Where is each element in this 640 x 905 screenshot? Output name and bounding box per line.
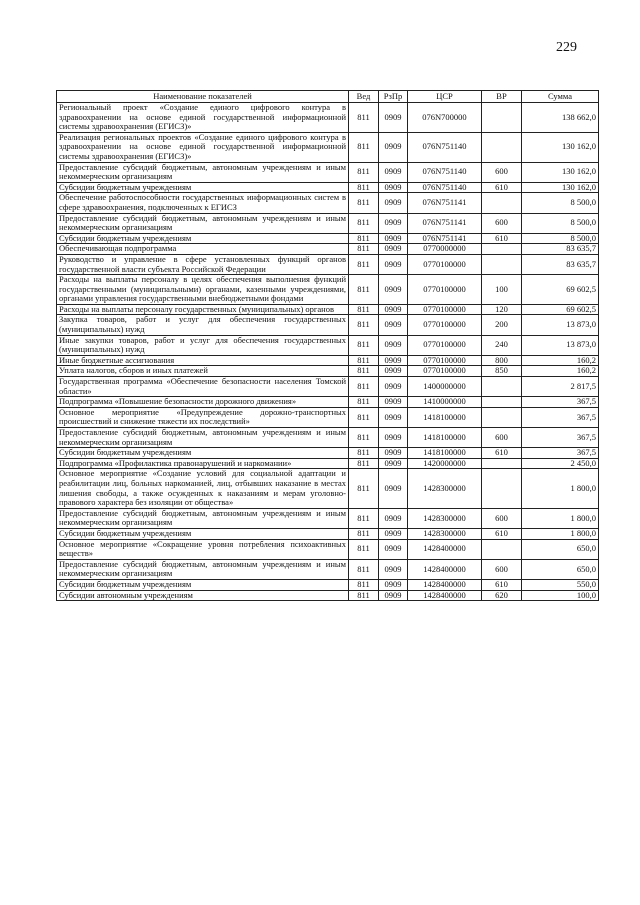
- cell-csr: 1428300000: [408, 528, 482, 539]
- cell-sum: 650,0: [522, 559, 599, 579]
- cell-name: Реализация региональных проектов «Создание единого цифрового контура в здравоохранении на основе единой государственной информационной системы здравоохранения (ЕГИСЗ)»: [57, 132, 349, 162]
- cell-ved: 811: [349, 559, 379, 579]
- cell-csr: 1418100000: [408, 448, 482, 459]
- cell-rzpr: 0909: [379, 579, 408, 590]
- cell-csr: 0770100000: [408, 275, 482, 305]
- cell-vr: 100: [482, 275, 522, 305]
- cell-ved: 811: [349, 397, 379, 408]
- cell-vr: [482, 103, 522, 133]
- cell-csr: 076N751140: [408, 162, 482, 182]
- cell-csr: 076N700000: [408, 103, 482, 133]
- cell-rzpr: 0909: [379, 590, 408, 601]
- cell-vr: 610: [482, 448, 522, 459]
- cell-name: Основное мероприятие «Предупреждение дорожно-транспортных происшествий и снижение тяжести их последствий»: [57, 407, 349, 427]
- cell-sum: 130 162,0: [522, 182, 599, 193]
- table-row: [57, 132, 599, 162]
- cell-ved: 811: [349, 275, 379, 305]
- cell-csr: 076N751141: [408, 233, 482, 244]
- cell-ved: 811: [349, 335, 379, 355]
- table-header: [57, 91, 599, 103]
- cell-ved: 811: [349, 233, 379, 244]
- cell-sum: 367,5: [522, 448, 599, 459]
- cell-rzpr: 0909: [379, 428, 408, 448]
- cell-name: Закупка товаров, работ и услуг для обеспечения государственных (муниципальных) нужд: [57, 315, 349, 335]
- cell-sum: 2 450,0: [522, 458, 599, 469]
- cell-rzpr: 0909: [379, 448, 408, 459]
- cell-name: Субсидии автономным учреждениям: [57, 590, 349, 601]
- cell-rzpr: 0909: [379, 103, 408, 133]
- cell-ved: 811: [349, 428, 379, 448]
- cell-rzpr: 0909: [379, 335, 408, 355]
- table-row: [57, 377, 599, 397]
- table-row: [57, 559, 599, 579]
- table-row: [57, 458, 599, 469]
- cell-csr: 0770100000: [408, 304, 482, 315]
- cell-rzpr: 0909: [379, 458, 408, 469]
- cell-rzpr: 0909: [379, 539, 408, 559]
- cell-rzpr: 0909: [379, 315, 408, 335]
- budget-table: [56, 90, 599, 601]
- table-row: [57, 233, 599, 244]
- cell-sum: 160,2: [522, 355, 599, 366]
- cell-name: Субсидии бюджетным учреждениям: [57, 182, 349, 193]
- cell-rzpr: 0909: [379, 275, 408, 305]
- cell-name: Предоставление субсидий бюджетным, автономным учреждениям и иным некоммерческим организациям: [57, 162, 349, 182]
- cell-vr: [482, 469, 522, 508]
- table-row: [57, 335, 599, 355]
- cell-rzpr: 0909: [379, 254, 408, 274]
- cell-name: Расходы на выплаты персоналу государственных (муниципальных) органов: [57, 304, 349, 315]
- table-body: [57, 103, 599, 601]
- cell-rzpr: 0909: [379, 304, 408, 315]
- table-row: [57, 182, 599, 193]
- cell-ved: 811: [349, 469, 379, 508]
- cell-csr: 0770100000: [408, 355, 482, 366]
- cell-csr: 0770100000: [408, 335, 482, 355]
- cell-name: Основное мероприятие «Сокращение уровня потребления психоактивных веществ»: [57, 539, 349, 559]
- cell-name: Предоставление субсидий бюджетным, автономным учреждениям и иным некоммерческим организациям: [57, 559, 349, 579]
- cell-rzpr: 0909: [379, 397, 408, 408]
- cell-rzpr: 0909: [379, 233, 408, 244]
- cell-csr: 1428400000: [408, 590, 482, 601]
- cell-sum: 69 602,5: [522, 304, 599, 315]
- cell-vr: 240: [482, 335, 522, 355]
- cell-ved: 811: [349, 162, 379, 182]
- cell-name: Иные бюджетные ассигнования: [57, 355, 349, 366]
- cell-sum: 69 602,5: [522, 275, 599, 305]
- table-row: [57, 407, 599, 427]
- cell-sum: 2 817,5: [522, 377, 599, 397]
- cell-name: Субсидии бюджетным учреждениям: [57, 579, 349, 590]
- cell-csr: 1420000000: [408, 458, 482, 469]
- cell-name: Предоставление субсидий бюджетным, автономным учреждениям и иным некоммерческим организациям: [57, 213, 349, 233]
- cell-vr: [482, 132, 522, 162]
- cell-ved: 811: [349, 355, 379, 366]
- header-vr: ВР: [482, 91, 522, 103]
- cell-csr: 1418100000: [408, 407, 482, 427]
- cell-ved: 811: [349, 448, 379, 459]
- cell-rzpr: 0909: [379, 213, 408, 233]
- cell-ved: 811: [349, 366, 379, 377]
- cell-csr: 1428400000: [408, 539, 482, 559]
- table-row: [57, 366, 599, 377]
- cell-sum: 367,5: [522, 428, 599, 448]
- cell-csr: 076N751140: [408, 182, 482, 193]
- budget-table-container: [56, 90, 598, 601]
- cell-name: Уплата налогов, сборов и иных платежей: [57, 366, 349, 377]
- table-row: [57, 254, 599, 274]
- cell-name: Обеспечивающая подпрограмма: [57, 244, 349, 255]
- table-row: [57, 579, 599, 590]
- table-row: [57, 448, 599, 459]
- cell-ved: 811: [349, 304, 379, 315]
- cell-rzpr: 0909: [379, 559, 408, 579]
- cell-sum: 1 800,0: [522, 528, 599, 539]
- table-row: [57, 397, 599, 408]
- cell-sum: 138 662,0: [522, 103, 599, 133]
- cell-sum: 367,5: [522, 407, 599, 427]
- cell-vr: 600: [482, 428, 522, 448]
- cell-csr: 076N751141: [408, 193, 482, 213]
- header-row: [57, 91, 599, 103]
- cell-rzpr: 0909: [379, 162, 408, 182]
- table-row: [57, 590, 599, 601]
- cell-vr: [482, 377, 522, 397]
- cell-rzpr: 0909: [379, 508, 408, 528]
- cell-csr: 1428400000: [408, 579, 482, 590]
- cell-name: Руководство и управление в сфере установленных функций органов государственной власти субъекта Российской Федерации: [57, 254, 349, 274]
- header-ved: Вед: [349, 91, 379, 103]
- cell-ved: 811: [349, 103, 379, 133]
- cell-vr: [482, 193, 522, 213]
- cell-csr: 1428300000: [408, 508, 482, 528]
- cell-vr: 600: [482, 508, 522, 528]
- cell-csr: 1428300000: [408, 469, 482, 508]
- cell-sum: 8 500,0: [522, 193, 599, 213]
- cell-sum: 160,2: [522, 366, 599, 377]
- cell-name: Субсидии бюджетным учреждениям: [57, 233, 349, 244]
- cell-vr: 610: [482, 579, 522, 590]
- cell-vr: [482, 407, 522, 427]
- cell-sum: 83 635,7: [522, 244, 599, 255]
- cell-sum: 13 873,0: [522, 335, 599, 355]
- cell-csr: 1400000000: [408, 377, 482, 397]
- cell-name: Региональный проект «Создание единого цифрового контура в здравоохранении на основе единой государственной информационной системы здравоохранения (ЕГИСЗ)»: [57, 103, 349, 133]
- cell-sum: 367,5: [522, 397, 599, 408]
- cell-ved: 811: [349, 193, 379, 213]
- cell-ved: 811: [349, 377, 379, 397]
- cell-rzpr: 0909: [379, 528, 408, 539]
- cell-ved: 811: [349, 579, 379, 590]
- cell-ved: 811: [349, 254, 379, 274]
- cell-vr: 600: [482, 213, 522, 233]
- cell-csr: 0770100000: [408, 366, 482, 377]
- table-row: [57, 508, 599, 528]
- cell-name: Подпрограмма «Профилактика правонарушений и наркомании»: [57, 458, 349, 469]
- table-row: [57, 539, 599, 559]
- cell-vr: [482, 254, 522, 274]
- cell-ved: 811: [349, 508, 379, 528]
- cell-vr: [482, 539, 522, 559]
- cell-vr: [482, 458, 522, 469]
- cell-name: Субсидии бюджетным учреждениям: [57, 528, 349, 539]
- cell-rzpr: 0909: [379, 182, 408, 193]
- cell-sum: 650,0: [522, 539, 599, 559]
- cell-vr: 600: [482, 559, 522, 579]
- table-row: [57, 193, 599, 213]
- table-row: [57, 103, 599, 133]
- cell-ved: 811: [349, 590, 379, 601]
- cell-name: Предоставление субсидий бюджетным, автономным учреждениям и иным некоммерческим организациям: [57, 508, 349, 528]
- cell-sum: 8 500,0: [522, 213, 599, 233]
- cell-name: Иные закупки товаров, работ и услуг для обеспечения государственных (муниципальных) нужд: [57, 335, 349, 355]
- cell-csr: 1418100000: [408, 428, 482, 448]
- cell-vr: [482, 397, 522, 408]
- cell-name: Субсидии бюджетным учреждениям: [57, 448, 349, 459]
- cell-sum: 130 162,0: [522, 162, 599, 182]
- cell-sum: 1 800,0: [522, 508, 599, 528]
- table-row: [57, 355, 599, 366]
- cell-vr: 850: [482, 366, 522, 377]
- cell-vr: 800: [482, 355, 522, 366]
- table-row: [57, 528, 599, 539]
- table-row: [57, 275, 599, 305]
- cell-ved: 811: [349, 458, 379, 469]
- cell-sum: 13 873,0: [522, 315, 599, 335]
- cell-name: Расходы на выплаты персоналу в целях обеспечения выполнения функций государственными (муниципальными) органами, казенными учреждениями, органами управления государственными внебюджетными фондами: [57, 275, 349, 305]
- cell-csr: 076N751140: [408, 132, 482, 162]
- cell-ved: 811: [349, 213, 379, 233]
- cell-csr: 076N751141: [408, 213, 482, 233]
- cell-sum: 8 500,0: [522, 233, 599, 244]
- header-csr: ЦСР: [408, 91, 482, 103]
- cell-rzpr: 0909: [379, 407, 408, 427]
- table-row: [57, 162, 599, 182]
- cell-sum: 100,0: [522, 590, 599, 601]
- cell-rzpr: 0909: [379, 366, 408, 377]
- cell-vr: [482, 244, 522, 255]
- cell-vr: 610: [482, 233, 522, 244]
- cell-sum: 550,0: [522, 579, 599, 590]
- cell-rzpr: 0909: [379, 132, 408, 162]
- cell-ved: 811: [349, 539, 379, 559]
- cell-rzpr: 0909: [379, 244, 408, 255]
- cell-ved: 811: [349, 132, 379, 162]
- cell-name: Основное мероприятие «Создание условий для социальной адаптации и реабилитации лиц, больных наркоманией, лиц, отбывших наказание в местах лишения свободы, а также осужденных к наказаниям и мерам уголовно-правового характера без изоляции от общества»: [57, 469, 349, 508]
- page-number: 229: [556, 40, 577, 55]
- cell-csr: 1428400000: [408, 559, 482, 579]
- cell-vr: 600: [482, 162, 522, 182]
- cell-rzpr: 0909: [379, 377, 408, 397]
- table-row: [57, 213, 599, 233]
- cell-name: Подпрограмма «Повышение безопасности дорожного движения»: [57, 397, 349, 408]
- header-sum: Сумма: [522, 91, 599, 103]
- cell-rzpr: 0909: [379, 193, 408, 213]
- cell-ved: 811: [349, 315, 379, 335]
- cell-ved: 811: [349, 182, 379, 193]
- table-row: [57, 469, 599, 508]
- header-rzpr: РзПр: [379, 91, 408, 103]
- cell-vr: 620: [482, 590, 522, 601]
- table-row: [57, 244, 599, 255]
- cell-vr: 200: [482, 315, 522, 335]
- table-row: [57, 304, 599, 315]
- table-row: [57, 428, 599, 448]
- cell-ved: 811: [349, 528, 379, 539]
- cell-csr: 1410000000: [408, 397, 482, 408]
- cell-rzpr: 0909: [379, 355, 408, 366]
- table-row: [57, 315, 599, 335]
- cell-sum: 83 635,7: [522, 254, 599, 274]
- cell-ved: 811: [349, 244, 379, 255]
- cell-vr: 610: [482, 528, 522, 539]
- cell-csr: 0770100000: [408, 254, 482, 274]
- cell-sum: 130 162,0: [522, 132, 599, 162]
- cell-name: Обеспечение работоспособности государственных информационных систем в сфере здравоохранения, подключенных к ЕГИСЗ: [57, 193, 349, 213]
- cell-vr: 120: [482, 304, 522, 315]
- cell-csr: 0770100000: [408, 315, 482, 335]
- cell-sum: 1 800,0: [522, 469, 599, 508]
- cell-rzpr: 0909: [379, 469, 408, 508]
- cell-ved: 811: [349, 407, 379, 427]
- header-name: Наименование показателей: [57, 91, 349, 103]
- cell-vr: 610: [482, 182, 522, 193]
- cell-name: Предоставление субсидий бюджетным, автономным учреждениям и иным некоммерческим организациям: [57, 428, 349, 448]
- cell-name: Государственная программа «Обеспечение безопасности населения Томской области»: [57, 377, 349, 397]
- cell-csr: 0770000000: [408, 244, 482, 255]
